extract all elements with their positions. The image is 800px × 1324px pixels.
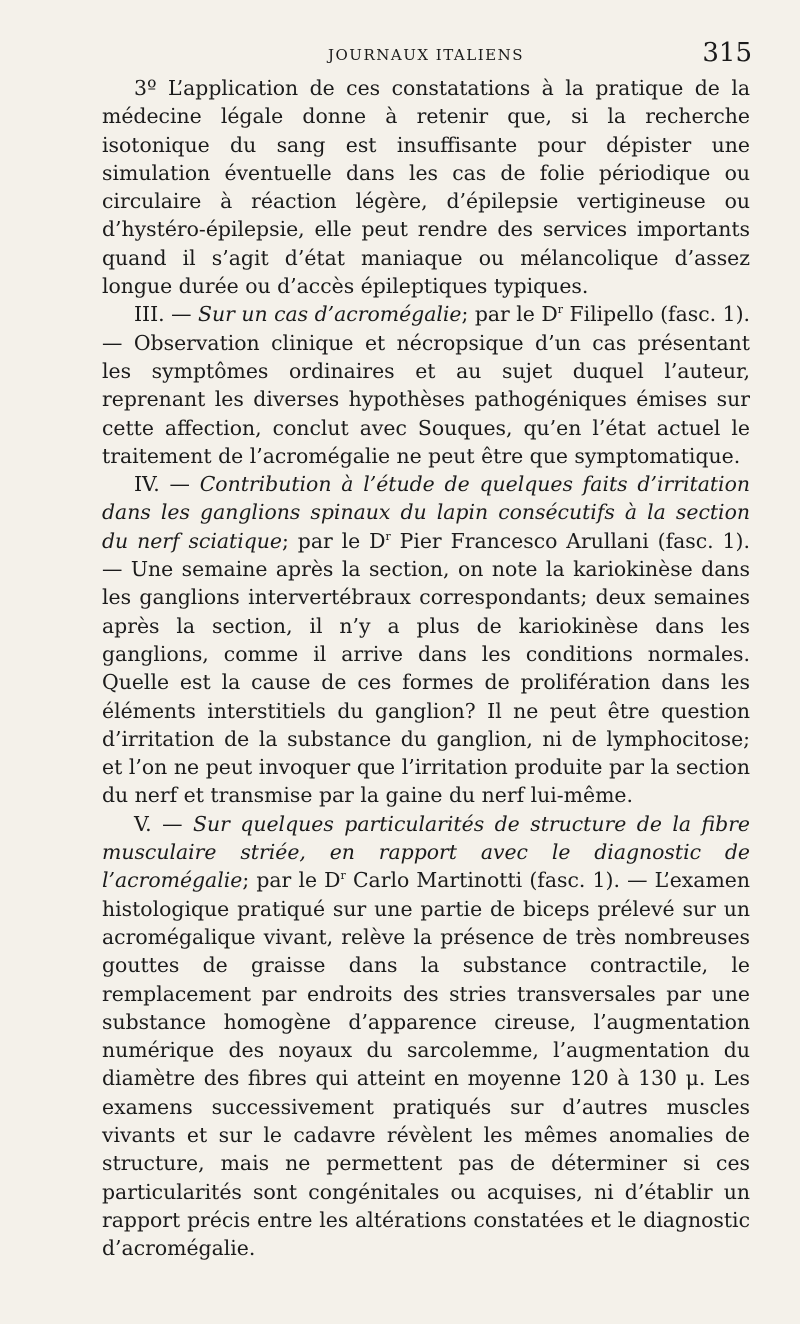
paragraph-text: Carlo Martinotti (fasc. 1). — L’examen histologique pratiqué sur une partie de biceps prélevé sur un acromégalique vivant, relève la présence de très nombreuses gouttes de graisse dans la substance contractile, le remplacement par endroits des stries transversales par une substance homogène d’apparence cireuse, l’augmentation numérique des noyaux du sarcolemme, l’augmentation du diamètre des fibres qui atteint en moyenne 120 à 130 μ. Les examens successivement pratiqués sur d’autres muscles vivants et sur le cadavre révèlent les mêmes anomalies de structure, mais ne permettent pas de déterminer si ces particularités sont congénitales ou acquises, ni d’établir un rapport précis entre les altérations constatées et le diagnostic d’acromégalie. [102, 868, 750, 1261]
paragraph-section-iv [102, 470, 750, 810]
doctor-superscript: r [385, 529, 391, 543]
doctor-superscript: r [340, 869, 346, 883]
section-title: Contribution à l’étude de quelques faits d’irritation dans les ganglions spinaux du lapin consécutifs à la section du nerf sciatique [102, 472, 750, 553]
paragraph-section-iii [102, 300, 750, 470]
section-number: III. — [134, 302, 199, 327]
paragraph-text: Pier Francesco Arullani (fasc. 1). — Une semaine après la section, on note la kariokinèse dans les ganglions intervertébraux correspondants; deux semaines après la section, il n’y a plus de kariokinèse dans les ganglions, comme il arrive dans les conditions normales. Quelle est la cause de ces formes de prolifération dans les éléments interstitiels du ganglion? Il ne peut être question d’irritation de la substance du ganglion, ni de lymphocitose; et l’on ne peut invoquer que l’irritation produite par la section du nerf et transmise par la gaine du nerf lui-même. [102, 528, 750, 808]
author-prefix: ; par le D [242, 868, 341, 893]
author-prefix: ; par le D [461, 302, 558, 327]
section-title: Sur un cas d’acromégalie [198, 302, 462, 327]
page-number: 315 [702, 38, 752, 68]
running-header [100, 38, 752, 72]
running-title: JOURNAUX ITALIENS [328, 46, 524, 64]
paragraph-text: 3º L’application de ces constatations à la pratique de la médecine légale donne à retenir que, si la recherche isotonique du sang est insuffisante pour dépister une simulation éventuelle dans les cas de folie périodique ou circulaire à réaction légère, d’épilepsie vertigineuse ou d’hystéro-épilepsie, elle peut rendre des services importants quand il s’agit d’état maniaque ou mélancolique d’assez longue durée ou d’accès épileptiques typiques. [102, 76, 750, 299]
article-body [102, 74, 750, 1262]
paragraph-medico-legal [102, 74, 750, 300]
section-number: IV. — [134, 472, 200, 497]
paragraph-text: Filipello (fasc. 1). — Observation clinique et nécropsique d’un cas présentant les symptômes ordinaires et au sujet duquel l’auteur, reprenant les diverses hypothèses pathogéniques émises sur cette affection, conclut avec Souques, qu’en l’état actuel le traitement de l’acromégalie ne peut être que symptomatique. [102, 302, 751, 468]
section-title: Sur quelques particularités de structure de la fibre musculaire striée, en rapport avec le diagnostic de l’acromégalie [102, 811, 751, 893]
section-number: V. — [134, 811, 193, 836]
paragraph-section-v [102, 810, 750, 1263]
doctor-superscript: r [557, 303, 563, 317]
author-prefix: ; par le D [282, 528, 386, 553]
